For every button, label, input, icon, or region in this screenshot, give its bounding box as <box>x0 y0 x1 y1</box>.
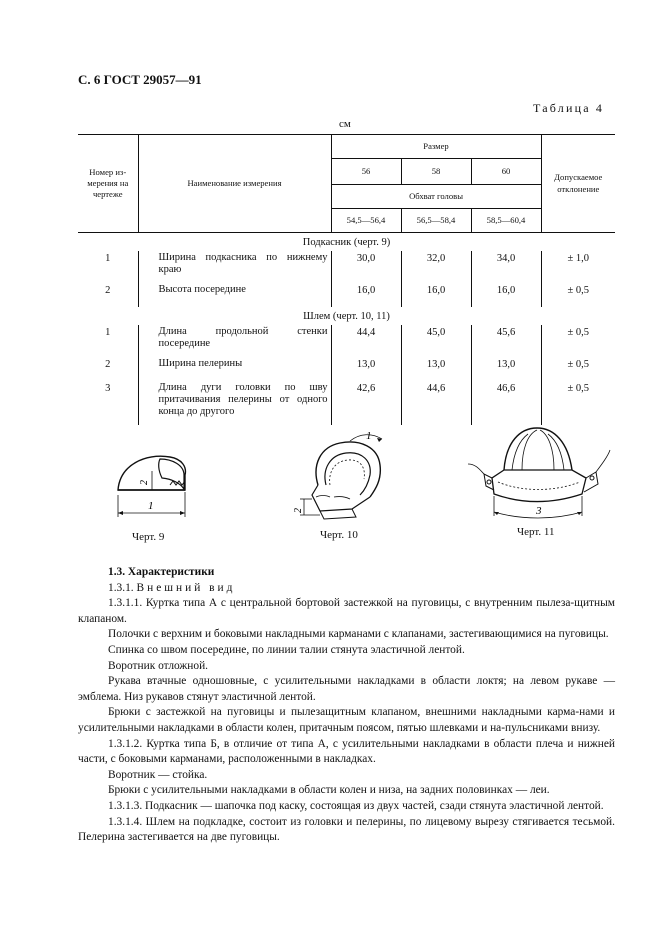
size-58: 58 <box>401 159 471 185</box>
paragraph: Воротник — стойка. <box>108 768 208 781</box>
paragraph: Воротник отложной. <box>108 659 209 672</box>
girth-2: 56,5—58,4 <box>401 209 471 233</box>
figure-9-caption: Черт. 9 <box>132 531 165 543</box>
row-value-58: 45,0 <box>401 325 471 357</box>
row-value-56: 44,4 <box>331 325 401 357</box>
row-value-58: 32,0 <box>401 251 471 283</box>
col-header-number: Номер из-мерения на чертеже <box>78 135 138 233</box>
paragraph: 1.3.1.3. Подкасник — шапочка под каску, состоящая из двух частей, сзади стянута эластичной лентой. <box>108 799 604 812</box>
row-num: 2 <box>105 285 111 296</box>
section-title: Шлем (черт. 10, 11) <box>303 311 390 322</box>
head-girth-label: Обхват головы <box>331 185 541 209</box>
row-name: Высота посередине <box>138 283 331 307</box>
row-name: Ширина пелерины <box>138 357 331 381</box>
row-num: 1 <box>105 327 111 338</box>
row-num: 1 <box>105 253 111 264</box>
fig10-label-2: 2 <box>293 508 304 513</box>
row-tolerance: ± 1,0 <box>541 251 615 283</box>
girth-1: 54,5—56,4 <box>331 209 401 233</box>
row-name: Длина дуги головки по шву притачивания пелерины от одного конца до другого <box>138 381 331 425</box>
row-tolerance: ± 0,5 <box>541 325 615 357</box>
row-value-58: 13,0 <box>401 357 471 381</box>
section-title: Подкасник (черт. 9) <box>302 237 391 248</box>
paragraph: Рукава втачные одношовные, с усилительными накладками в области локтя; на левом рукаве — эмблема. Низ рукавов стянут эластичной лентой. <box>78 675 615 703</box>
figure-10-caption: Черт. 10 <box>320 529 358 541</box>
size-60: 60 <box>471 159 541 185</box>
row-value-60: 46,6 <box>471 381 541 425</box>
row-value-60: 34,0 <box>471 251 541 283</box>
row-name: Ширина подкасника по нижнему краю <box>138 251 331 283</box>
paragraph: Брюки с усилительными накладками в области колен и низа, на задних половинках — леи. <box>108 784 550 797</box>
figure-10-drawing <box>290 425 395 525</box>
fig11-label-3: 3 <box>536 505 542 517</box>
paragraph: 1.3.1.1. Куртка типа А с центральной бортовой застежкой на пуговицы, с внутренним пылеза-щитным клапаном. <box>78 597 615 625</box>
row-name: Длина продольной стенки посередине <box>138 325 331 357</box>
row-value-60: 16,0 <box>471 283 541 307</box>
figure-11-caption: Черт. 11 <box>517 526 555 538</box>
row-value-56: 42,6 <box>331 381 401 425</box>
figure-11-drawing <box>462 420 612 524</box>
row-value-60: 13,0 <box>471 357 541 381</box>
figure-9-drawing <box>100 445 200 525</box>
row-value-60: 45,6 <box>471 325 541 357</box>
col-header-tolerance: Допускаемое отклонение <box>541 135 615 233</box>
paragraph: 1.3.1.4. Шлем на подкладке, состоит из головки и пелерины, по лицевому вырезу стягивается тесьмой. Пелерина застегивается на две пуговицы. <box>78 815 615 844</box>
subsection-heading: 1.3.1. Внешний вид <box>108 581 236 594</box>
section-heading: 1.3. Характеристики <box>108 566 215 578</box>
col-header-name: Наименование измерения <box>138 135 331 233</box>
girth-3: 58,5—60,4 <box>471 209 541 233</box>
table-caption: Таблица 4 <box>533 101 605 115</box>
body-text <box>78 565 615 846</box>
paragraph: Полочки с верхним и боковыми накладными карманами с клапанами, застегивающимися на пуговицы. <box>108 628 609 641</box>
row-num: 2 <box>105 359 111 370</box>
row-value-58: 44,6 <box>401 381 471 425</box>
measurements-table <box>78 134 615 425</box>
paragraph: Брюки с застежкой на пуговицы и пылезащитным клапаном, внешними накладными карма-нами и усилительными накладками в области колен, притачным поясом, пятью шлевками и на-пульсниками внизу. <box>78 706 615 734</box>
row-value-56: 30,0 <box>331 251 401 283</box>
row-value-56: 13,0 <box>331 357 401 381</box>
fig9-label-1: 1 <box>148 500 154 512</box>
row-tolerance: ± 0,5 <box>541 381 615 425</box>
row-num: 3 <box>105 383 111 394</box>
row-tolerance: ± 0,5 <box>541 357 615 381</box>
fig10-label-1: 1 <box>366 430 372 442</box>
row-value-58: 16,0 <box>401 283 471 307</box>
row-value-56: 16,0 <box>331 283 401 307</box>
size-56: 56 <box>331 159 401 185</box>
col-header-size: Размер <box>331 135 541 159</box>
fig9-label-2: 2 <box>139 480 150 485</box>
table-unit: см <box>339 118 351 130</box>
page-header: С. 6 ГОСТ 29057—91 <box>78 72 202 87</box>
row-tolerance: ± 0,5 <box>541 283 615 307</box>
paragraph: 1.3.1.2. Куртка типа Б, в отличие от типа А, с усилительными накладками в области плеча и нижней части, с боковыми карманами, расположенными в накладках. <box>78 737 615 766</box>
paragraph: Спинка со швом посередине, по линии талии стянута эластичной лентой. <box>108 643 465 656</box>
